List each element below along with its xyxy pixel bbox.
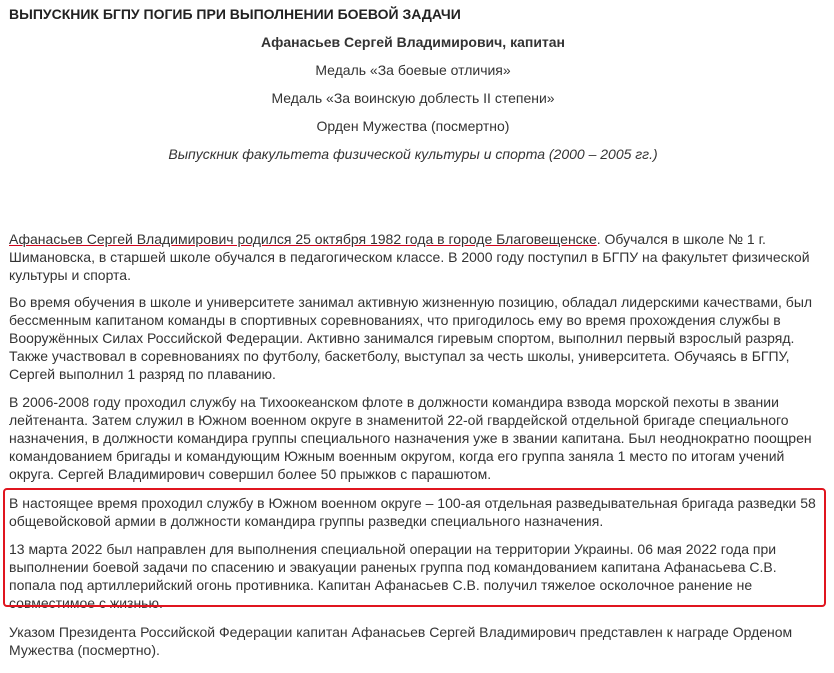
paragraph-service: В 2006-2008 году проходил службу на Тихоокеанском флоте в должности командира взвода морской пехоты в звании лейтенанта. Затем служил в Южном военном округе в знаменитой 22-ой гвардейской отдельной бригаде специального назначения, в должности командира группы специального назначения уже в звании капитана. Был неоднократно поощрен командованием бригады и командующим Южным военным округом, когда его группа заняла 1 место по итогам учений округа. Сергей Владимирович совершил более 50 прыжков с парашютом. <box>9 394 812 482</box>
person-name-rank: Афанасьев Сергей Владимирович, капитан <box>260 34 566 50</box>
paragraph-education: Во время обучения в школе и университете занимал активную жизненную позицию, обладал лидерскими качествами, был бессменным капитаном команды в спортивных соревнованиях, что пригодилось ему во время прохождения службы в Вооружённых Силах Российской Федерации. Активно занимался гиревым спортом, выполнил первый взрослый разряд. Также участвовал в соревнованиях по футболу, баскетболу, выступал за честь школы, университета. Обучаясь в БГПУ, Сергей выполнил 1 разряд по плаванию. <box>9 294 813 382</box>
paragraph-special-operation: 13 марта 2022 был направлен для выполнения специальной операции на территории Украины. 06 мая 2022 года при выполнении боевой задачи по спасению и эвакуации раненых группа под командованием капитана Афанасьева С.В. попала под артиллерийский огонь противника. Капитан Афанасьев С.В. получил тяжелое осколочное ранение не совместимое с жизнью. <box>9 541 777 611</box>
award-medal-combat-distinction: Медаль «За боевые отличия» <box>315 62 511 78</box>
paragraph-current-service: В настоящее время проходил службу в Южном военном округе – 100-ая отдельная разведывательная бригада разведки 58 общевойсковой армии в должности командира группы разведки специального назначения. <box>9 495 816 529</box>
birth-underlined-text: Афанасьев Сергей Владимирович родился 25 октября 1982 года в городе Благовещенске <box>9 231 597 247</box>
award-medal-military-valor: Медаль «За воинскую доблесть II степени» <box>271 90 555 106</box>
birth-rest-text: . Обучался в школе № 1 г. Шимановска, в старшей школе обучался в педагогическом классе. В 2000 году поступил в БГПУ на факультет физической культуры и спорта. <box>9 231 810 283</box>
article-headline: ВЫПУСКНИК БГПУ ПОГИБ ПРИ ВЫПОЛНЕНИИ БОЕВОЙ ЗАДАЧИ <box>9 6 461 22</box>
award-order-of-courage: Орден Мужества (посмертно) <box>316 118 510 134</box>
paragraph-birth <box>9 230 827 284</box>
paragraph-decree: Указом Президента Российской Федерации капитан Афанасьев Сергей Владимирович представлен к награде Орденом Мужества (посмертно). <box>9 624 793 658</box>
graduate-line: Выпускник факультета физической культуры и спорта (2000 – 2005 гг.) <box>168 146 658 162</box>
